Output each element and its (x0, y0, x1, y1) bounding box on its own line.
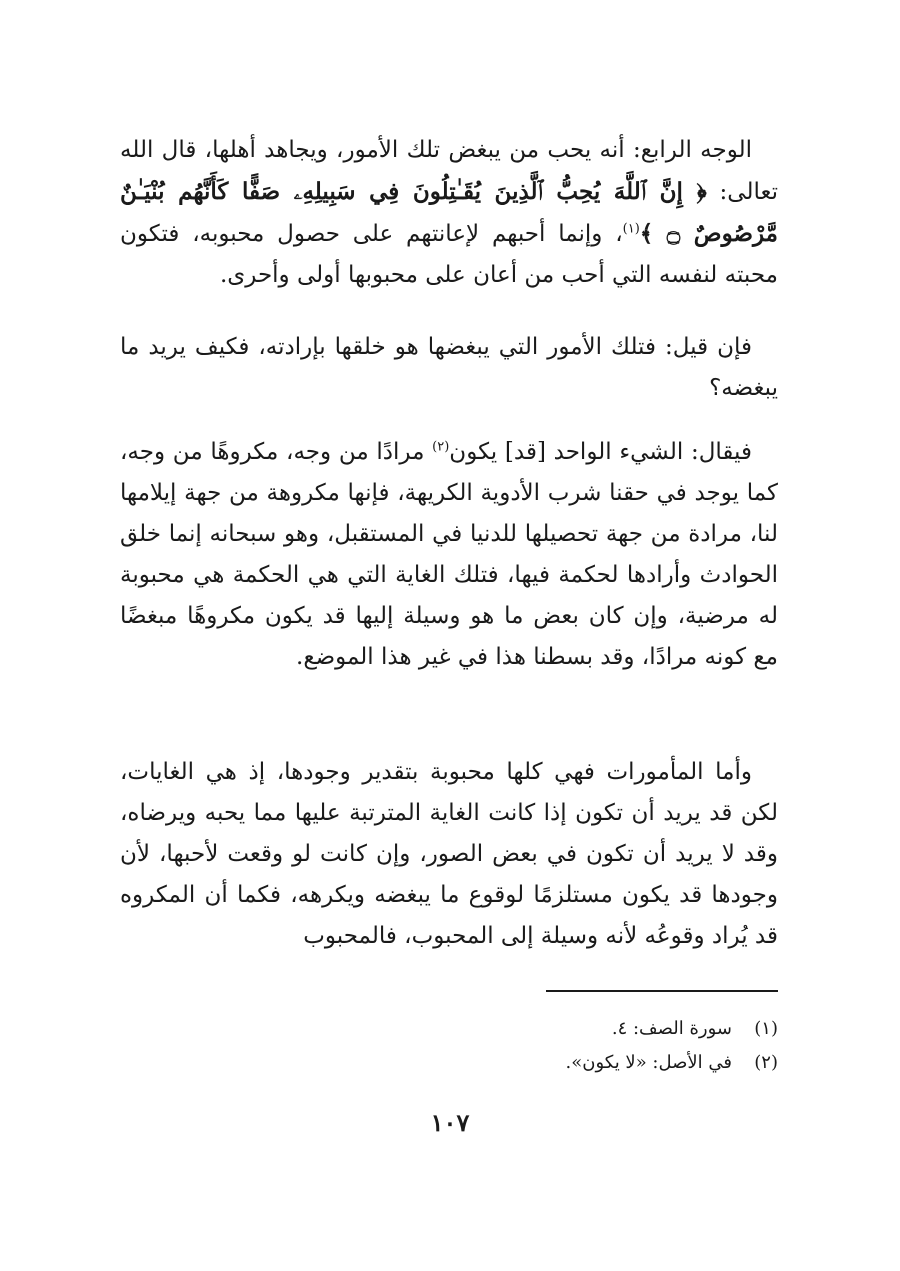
footnote-2 (120, 1046, 778, 1080)
para3-rest: مرادًا من وجه، مكروهًا من وجه، كما يوجد في حقنا شرب الأدوية الكريهة، فإنها مكروهة من جهة إيلامها لنا، مرادة من جهة تحصيلها للدنيا في المستقبل، وهو سبحانه إنما خلق الحوادث وأرادها لحكمة فيها، فتلك الغاية التي هي الحكمة هي محبوبة له مرضية، وإن كان بعض ما هو وسيلة إليها قد يكون مكروهًا مبغضًا مع كونه مرادًا، وقد بسطنا هذا في غير هذا الموضع. (120, 439, 778, 670)
page-number: ١٠٧ (430, 1108, 470, 1137)
para1-intro: الوجه الرابع: أنه يحب من يبغض تلك الأمور، ويجاهد أهلها، قال الله تعالى: (120, 137, 778, 205)
footnote-1-text: سورة الصف: ٤. (611, 1018, 732, 1039)
footnote-1 (120, 1012, 778, 1046)
para2-text: فإن قيل: فتلك الأمور التي يبغضها هو خلقها بإرادته، فكيف يريد ما يبغضه؟ (120, 334, 778, 401)
para3-start: فيقال: الشيء الواحد [قد] يكون (449, 439, 752, 465)
footnotes (120, 1012, 778, 1080)
paragraph-fourth-aspect (120, 130, 778, 296)
paragraph-response (120, 432, 778, 678)
para4-text: وأما المأمورات فهي كلها محبوبة بتقدير وجودها، إذ هي الغايات، لكن قد يريد أن تكون إذا كانت الغاية المترتبة عليها مما يحبه ويرضاه، وقد لا يريد أن تكون في بعض الصور، وإن كانت لو وقعت لأحبها، لأن وجودها قد يكون مستلزمًا لوقوع ما يبغضه ويكرهه، فكما أن المكروه قد يُراد وقوعُه لأنه وسيلة إلى المحبوب، فالمحبوب (120, 759, 778, 949)
quran-verse: ﴿ إِنَّ ٱللَّهَ يُحِبُّ ٱلَّذِينَ يُقَـٰتِلُونَ فِي سَبِيلِهِۦ صَفًّا كَأَنَّهُم بُنْيَـٰنٌ مَّرْصُوصٌ ۝ ﴾ (120, 178, 778, 247)
footnote-divider (546, 990, 778, 992)
footnote-2-text: في الأصل: «لا يكون». (565, 1052, 732, 1073)
paragraph-commanded-things (120, 752, 778, 957)
para1-rest: ، وإنما أحبهم لإعانتهم على حصول محبوبه، فتكون محبته لنفسه التي أحب من أعان على محبوبها أولى وأحرى. (120, 221, 778, 288)
footnote-ref-1[interactable]: (١) (622, 221, 640, 237)
footnote-ref-2[interactable]: (٢) (432, 439, 450, 455)
footnote-1-number: (١) (754, 1018, 778, 1039)
footnote-2-number: (٢) (754, 1052, 778, 1073)
paragraph-objection (120, 327, 778, 409)
